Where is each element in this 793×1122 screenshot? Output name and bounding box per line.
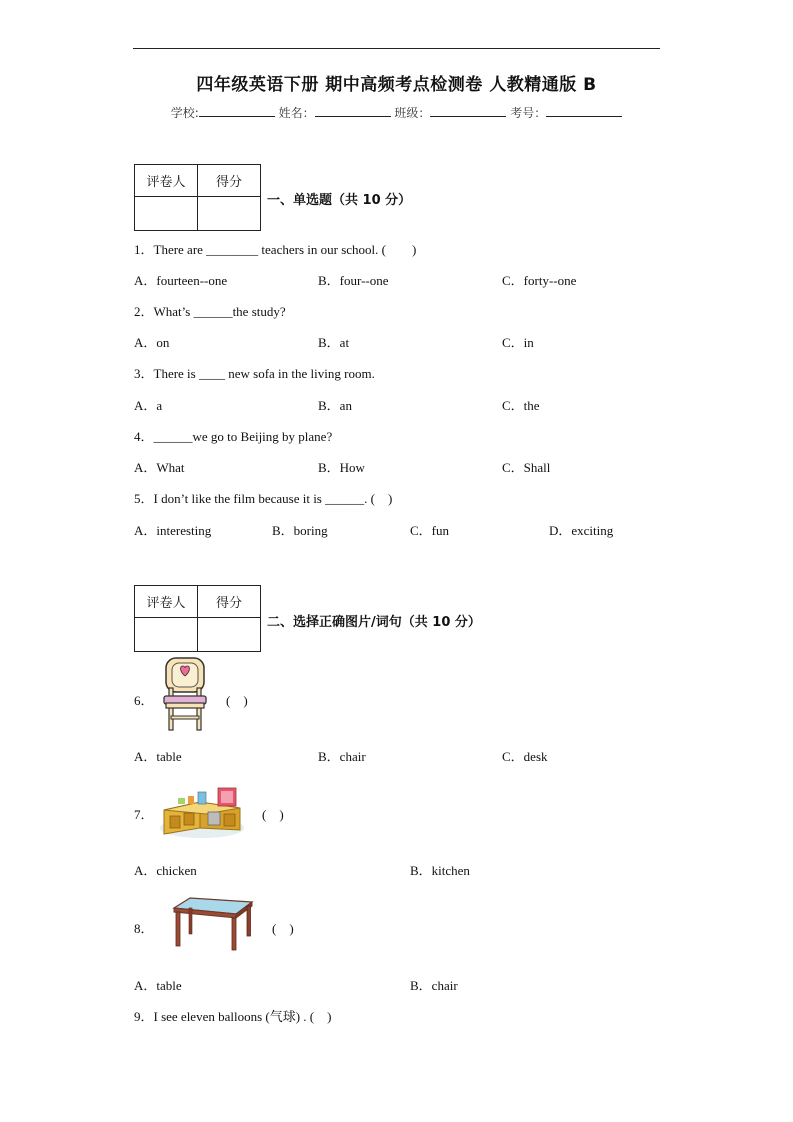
q6-option-a[interactable]: A．table xyxy=(134,749,182,764)
page-title: 四年级英语下册 期中高频考点检测卷 人教精通版 B xyxy=(196,75,597,95)
chair-image xyxy=(160,656,210,734)
section-2-title: 二、选择正确图片/词句（共 10 分） xyxy=(267,615,481,630)
section-1-title: 一、单选题（共 10 分） xyxy=(267,193,412,208)
score-table-1 xyxy=(134,164,261,231)
q8-option-b[interactable]: B．chair xyxy=(410,978,458,993)
reviewer-cell[interactable] xyxy=(135,197,198,231)
q3-option-b[interactable]: B．an xyxy=(318,398,352,413)
score-table-2 xyxy=(134,585,261,652)
question-3: 3．There is ____ new sofa in the living room. xyxy=(134,366,375,381)
q1-option-b[interactable]: B．four--one xyxy=(318,273,389,288)
q1-option-a[interactable]: A．fourteen--one xyxy=(134,273,228,288)
question-7-number: 7． xyxy=(134,807,154,822)
school-blank[interactable] xyxy=(199,105,275,117)
name-blank[interactable] xyxy=(315,105,391,117)
question-6-paren: ( ) xyxy=(226,693,248,708)
q5-option-b[interactable]: B．boring xyxy=(272,523,328,538)
question-6-number: 6． xyxy=(134,693,154,708)
reviewer-header: 评卷人 xyxy=(135,165,198,197)
school-label: 学校: xyxy=(170,106,199,120)
kitchen-image xyxy=(158,782,246,840)
q8-option-a[interactable]: A．table xyxy=(134,978,182,993)
table-image xyxy=(170,894,254,952)
q5-option-c[interactable]: C．fun xyxy=(410,523,450,538)
class-blank[interactable] xyxy=(430,105,506,117)
q4-option-c[interactable]: C．Shall xyxy=(502,460,551,475)
q4-option-a[interactable]: A．What xyxy=(134,460,185,475)
question-9: 9．I see eleven balloons (气球) . ( ) xyxy=(134,1009,332,1024)
q6-option-c[interactable]: C．desk xyxy=(502,749,548,764)
class-label: 班级： xyxy=(394,106,431,120)
q5-option-d[interactable]: D．exciting xyxy=(549,523,614,538)
question-2: 2．What’s ______the study? xyxy=(134,304,286,319)
q7-option-b[interactable]: B．kitchen xyxy=(410,863,470,878)
q2-option-b[interactable]: B．at xyxy=(318,335,350,350)
score-header: 得分 xyxy=(198,586,261,618)
q2-option-a[interactable]: A．on xyxy=(134,335,170,350)
exam-number-blank[interactable] xyxy=(546,105,622,117)
question-8-number: 8． xyxy=(134,921,154,936)
question-7-paren: ( ) xyxy=(262,807,284,822)
exam-number-label: 考号： xyxy=(510,106,547,120)
q3-option-c[interactable]: C．the xyxy=(502,398,540,413)
question-5: 5．I don’t like the film because it is ______. ( ) xyxy=(134,491,393,506)
q6-option-b[interactable]: B．chair xyxy=(318,749,366,764)
reviewer-cell[interactable] xyxy=(135,618,198,652)
q4-option-b[interactable]: B．How xyxy=(318,460,365,475)
reviewer-header: 评卷人 xyxy=(135,586,198,618)
question-4: 4．______we go to Beijing by plane? xyxy=(134,429,333,444)
score-header: 得分 xyxy=(198,165,261,197)
question-1: 1．There are ________ teachers in our school. ( ) xyxy=(134,242,417,257)
name-label: 姓名： xyxy=(278,106,315,120)
score-cell[interactable] xyxy=(198,618,261,652)
score-cell[interactable] xyxy=(198,197,261,231)
q5-option-a[interactable]: A．interesting xyxy=(134,523,212,538)
q7-option-a[interactable]: A．chicken xyxy=(134,863,197,878)
q2-option-c[interactable]: C．in xyxy=(502,335,534,350)
q3-option-a[interactable]: A．a xyxy=(134,398,163,413)
student-info-line xyxy=(0,104,793,121)
top-rule xyxy=(133,48,660,49)
question-8-paren: ( ) xyxy=(272,921,294,936)
q1-option-c[interactable]: C．forty--one xyxy=(502,273,577,288)
